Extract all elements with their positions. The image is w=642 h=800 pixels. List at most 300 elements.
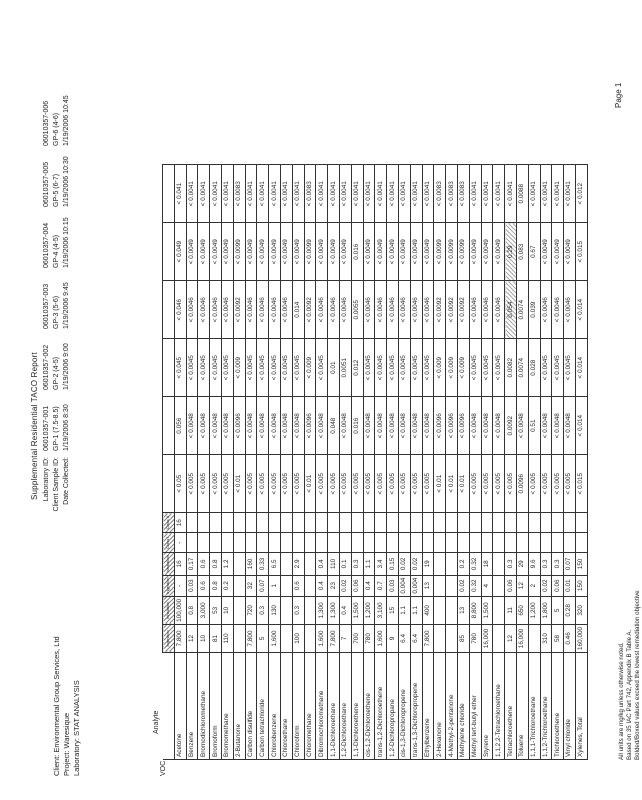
- criteria-cell: 780: [469, 624, 481, 652]
- result-cell: 0.039: [528, 281, 540, 339]
- result-cell: 0.67: [528, 223, 540, 281]
- criteria-cell: 320: [575, 596, 587, 624]
- criteria-cell: 0.8: [186, 596, 198, 624]
- criteria-cell: 310: [540, 624, 552, 652]
- result-cell: < 0.0049: [552, 223, 564, 281]
- result-cell: < 0.0049: [422, 223, 434, 281]
- result-cell: < 0.0041: [363, 165, 375, 223]
- analyte-cell: 1,2-Dichloroethane: [339, 653, 351, 760]
- criteria-cell: 110: [328, 553, 340, 575]
- result-cell: < 0.0045: [292, 339, 304, 397]
- criteria-cell: 0.2: [457, 553, 469, 575]
- result-cell: < 0.0045: [280, 339, 292, 397]
- result-cell: < 0.0041: [528, 165, 540, 223]
- header-value: GP-2 (4-5): [53, 356, 60, 390]
- table-row: [174, 165, 186, 760]
- result-cell: < 0.014: [575, 397, 587, 455]
- analyte-cell: Methylene chloride: [457, 653, 469, 760]
- result-cell: < 0.0041: [269, 165, 281, 223]
- table-row: [434, 165, 446, 760]
- result-cell: < 0.0083: [434, 165, 446, 223]
- result-cell: < 0.0048: [469, 397, 481, 455]
- table-row: [446, 165, 458, 760]
- criteria-cell: 0.07: [564, 553, 576, 575]
- criteria-cell: 6.4: [398, 624, 410, 652]
- criteria-cell: 0.6: [198, 575, 210, 596]
- result-cell: < 0.0041: [564, 165, 576, 223]
- table-row: [387, 165, 399, 760]
- criteria-cell: [516, 513, 528, 533]
- result-cell: 0.012: [351, 339, 363, 397]
- criteria-cell: [387, 513, 399, 533]
- result-cell: < 0.005: [540, 455, 552, 513]
- header-label: Laboratory ID:: [43, 457, 50, 502]
- criteria-cell: 0.01: [564, 575, 576, 596]
- criteria-cell: [280, 513, 292, 533]
- criteria-cell: 2: [528, 575, 540, 596]
- criteria-cell: 12: [505, 624, 517, 652]
- criteria-cell: 11: [505, 596, 517, 624]
- result-cell: < 0.0041: [493, 165, 505, 223]
- criteria-cell: [516, 533, 528, 553]
- analyte-cell: Toluene: [516, 653, 528, 760]
- result-cell: < 0.0041: [328, 165, 340, 223]
- criteria-cell: [233, 513, 245, 533]
- criteria-cell: [469, 513, 481, 533]
- result-cell: < 0.0048: [363, 397, 375, 455]
- criteria-cell: [233, 575, 245, 596]
- criteria-cell: 8,800: [469, 596, 481, 624]
- criteria-cell: [552, 533, 564, 553]
- result-cell: 0.028: [528, 339, 540, 397]
- criteria-cell: 53: [210, 596, 222, 624]
- analyte-cell: 4-Methyl-2-pentanone: [446, 653, 458, 760]
- result-cell: < 0.0046: [210, 281, 222, 339]
- criteria-cell: [316, 513, 328, 533]
- criteria-cell: [280, 533, 292, 553]
- criteria-cell: [375, 533, 387, 553]
- result-cell: < 0.0045: [269, 339, 281, 397]
- result-cell: 0.0092: [505, 397, 517, 455]
- table-row: [280, 165, 292, 760]
- result-cell: < 0.0049: [493, 223, 505, 281]
- client-line: Client: Environmental Group Services, Ltd: [52, 636, 61, 776]
- analyte-cell: Chlorobenzene: [269, 653, 281, 760]
- table-row: [469, 165, 481, 760]
- result-cell: < 0.005: [387, 455, 399, 513]
- result-cell: < 0.0049: [564, 223, 576, 281]
- criteria-cell: 0.4: [316, 575, 328, 596]
- result-cell: < 0.0096: [434, 397, 446, 455]
- result-cell: < 0.012: [575, 165, 587, 223]
- table-row: [328, 165, 340, 760]
- criteria-cell: 2.9: [292, 553, 304, 575]
- table-row: [422, 165, 434, 760]
- section-label: VOC: [160, 760, 167, 776]
- result-cell: < 0.005: [481, 455, 493, 513]
- criteria-cell: [552, 513, 564, 533]
- result-cell: < 0.0041: [540, 165, 552, 223]
- result-cell: < 0.0041: [398, 165, 410, 223]
- criteria-cell: [257, 533, 269, 553]
- result-cell: 0.014: [292, 281, 304, 339]
- criteria-cell: [304, 553, 316, 575]
- criteria-cell: [446, 513, 458, 533]
- criteria-cell: 6.5: [269, 553, 281, 575]
- result-cell: < 0.0045: [198, 339, 210, 397]
- header-value: 1/19/2006 10:30: [63, 156, 70, 207]
- header-label: Client Sample ID:: [53, 457, 60, 512]
- criteria-cell: 10: [198, 624, 210, 652]
- header-value: 1/19/2006 9:00: [63, 343, 70, 390]
- analyte-header: Analyte: [153, 710, 160, 734]
- criteria-cell: 6.4: [410, 624, 422, 652]
- criteria-cell: 0.02: [398, 553, 410, 575]
- criteria-cell: [351, 533, 363, 553]
- table-row: [564, 165, 576, 760]
- criteria-cell: 0.6: [292, 575, 304, 596]
- criteria-cell: [434, 533, 446, 553]
- analyte-cell: Bromodichloromethane: [198, 653, 210, 760]
- result-cell: < 0.0049: [540, 223, 552, 281]
- criteria-cell: 1,200: [528, 596, 540, 624]
- result-cell: < 0.0048: [221, 397, 233, 455]
- criteria-cell: [210, 513, 222, 533]
- criteria-cell: 1.1: [410, 596, 422, 624]
- result-cell: < 0.0049: [481, 223, 493, 281]
- result-cell: < 0.0045: [221, 339, 233, 397]
- table-row: [398, 165, 410, 760]
- table-row: [233, 165, 245, 760]
- analyte-cell: Carbon tetrachloride: [257, 653, 269, 760]
- criteria-cell: 12: [186, 624, 198, 652]
- result-cell: < 0.0041: [410, 165, 422, 223]
- criteria-cell: 0.28: [564, 596, 576, 624]
- criteria-header: Ingestion: [163, 624, 175, 652]
- result-cell: < 0.01: [233, 455, 245, 513]
- criteria-cell: 160,000: [575, 624, 587, 652]
- result-cell: < 0.005: [493, 455, 505, 513]
- analyte-cell: Chloromethane: [304, 653, 316, 760]
- analyte-cell: trans-1,2-Dichloroethene: [375, 653, 387, 760]
- result-cell: < 0.0041: [245, 165, 257, 223]
- header-value: GP-5 (6-7): [53, 173, 60, 207]
- result-cell: < 0.0049: [186, 223, 198, 281]
- result-cell: < 0.0045: [469, 339, 481, 397]
- result-cell: < 0.0046: [422, 281, 434, 339]
- criteria-cell: [493, 575, 505, 596]
- criteria-cell: [446, 575, 458, 596]
- table-row: [186, 165, 198, 760]
- table-row: [552, 165, 564, 760]
- criteria-cell: 1.1: [398, 596, 410, 624]
- criteria-header: Class II: [163, 513, 175, 533]
- table-row: [493, 165, 505, 760]
- result-cell: < 0.01: [304, 455, 316, 513]
- result-cell: < 0.0046: [398, 281, 410, 339]
- header-row: [62, 85, 72, 555]
- criteria-cell: [198, 513, 210, 533]
- header-cell: [163, 281, 175, 339]
- header-value: GP-3 (5-6): [53, 295, 60, 329]
- criteria-cell: 1,500: [351, 596, 363, 624]
- result-cell: 0.29: [505, 223, 517, 281]
- result-cell: < 0.0046: [363, 281, 375, 339]
- criteria-cell: [398, 533, 410, 553]
- result-cell: < 0.0048: [210, 397, 222, 455]
- criteria-cell: [493, 533, 505, 553]
- result-cell: 0.0074: [516, 281, 528, 339]
- criteria-cell: 13: [457, 596, 469, 624]
- criteria-cell: 130: [269, 596, 281, 624]
- analyte-cell: Benzene: [186, 653, 198, 760]
- result-cell: < 0.0046: [552, 281, 564, 339]
- result-cell: < 0.0041: [210, 165, 222, 223]
- criteria-cell: [434, 553, 446, 575]
- result-cell: < 0.0092: [434, 281, 446, 339]
- criteria-cell: [434, 624, 446, 652]
- result-cell: < 0.0046: [328, 281, 340, 339]
- criteria-cell: 12: [516, 575, 528, 596]
- result-cell: < 0.0049: [375, 223, 387, 281]
- criteria-cell: [575, 533, 587, 553]
- result-cell: 0.0082: [505, 339, 517, 397]
- criteria-cell: [493, 553, 505, 575]
- result-cell: < 0.0096: [233, 397, 245, 455]
- result-cell: < 0.0041: [221, 165, 233, 223]
- criteria-cell: 400: [422, 596, 434, 624]
- result-cell: < 0.0046: [269, 281, 281, 339]
- result-cell: 0.048: [328, 397, 340, 455]
- result-cell: < 0.005: [292, 455, 304, 513]
- result-cell: 0.0051: [339, 339, 351, 397]
- result-cell: 0.01: [328, 339, 340, 397]
- result-cell: < 0.0049: [398, 223, 410, 281]
- criteria-cell: 0.8: [210, 553, 222, 575]
- header-value: 1/19/2006 8:30: [63, 404, 70, 451]
- result-cell: < 0.0046: [540, 281, 552, 339]
- result-cell: 0.0096: [516, 455, 528, 513]
- header-cell: [163, 339, 175, 397]
- criteria-cell: [233, 596, 245, 624]
- result-cell: < 0.0041: [292, 165, 304, 223]
- footnote: Based on 35 IAC Part 742, Appendix B Table A.: [626, 629, 633, 760]
- analyte-cell: 1,1-Dichloroethene: [351, 653, 363, 760]
- criteria-cell: 0.7: [375, 575, 387, 596]
- result-cell: < 0.0049: [245, 223, 257, 281]
- criteria-cell: 85: [457, 624, 469, 652]
- table-row: [505, 165, 517, 760]
- analyte-cell: 1,1,2-Trichloroethane: [540, 653, 552, 760]
- criteria-cell: 650: [516, 596, 528, 624]
- analyte-cell: Tetrachloroethene: [505, 653, 517, 760]
- analyte-cell: Styrene: [481, 653, 493, 760]
- criteria-cell: [363, 533, 375, 553]
- criteria-cell: 1,600: [269, 624, 281, 652]
- criteria-cell: 0.15: [387, 553, 399, 575]
- result-cell: < 0.0083: [304, 165, 316, 223]
- criteria-cell: [469, 533, 481, 553]
- result-cell: < 0.0045: [186, 339, 198, 397]
- criteria-cell: [446, 624, 458, 652]
- table-row: [245, 165, 257, 760]
- criteria-cell: 0.06: [351, 575, 363, 596]
- result-cell: < 0.0048: [481, 397, 493, 455]
- result-cell: < 0.0049: [280, 223, 292, 281]
- criteria-cell: [422, 513, 434, 533]
- criteria-cell: 0.06: [552, 575, 564, 596]
- criteria-cell: [505, 533, 517, 553]
- result-cell: 0.016: [351, 397, 363, 455]
- criteria-cell: [564, 513, 576, 533]
- result-cell: < 0.0048: [316, 397, 328, 455]
- criteria-cell: [375, 513, 387, 533]
- criteria-cell: 1,600: [375, 624, 387, 652]
- result-cell: < 0.015: [575, 455, 587, 513]
- table-row: [304, 165, 316, 760]
- analyte-cell: trans-1,3-Dichloropropene: [410, 653, 422, 760]
- table-row: [257, 165, 269, 760]
- result-cell: < 0.0046: [493, 281, 505, 339]
- result-cell: < 0.0041: [257, 165, 269, 223]
- criteria-cell: 100: [292, 624, 304, 652]
- criteria-cell: 5: [552, 596, 564, 624]
- criteria-cell: 23: [328, 575, 340, 596]
- criteria-cell: 9.6: [528, 553, 540, 575]
- criteria-cell: 0.02: [339, 575, 351, 596]
- result-cell: < 0.005: [316, 455, 328, 513]
- criteria-cell: 16,000: [516, 624, 528, 652]
- criteria-cell: [304, 596, 316, 624]
- criteria-cell: 58: [552, 624, 564, 652]
- analyte-cell: 1,1,1-Trichloroethane: [528, 653, 540, 760]
- result-cell: < 0.005: [210, 455, 222, 513]
- result-cell: < 0.0049: [328, 223, 340, 281]
- result-cell: < 0.0083: [457, 165, 469, 223]
- result-cell: < 0.0049: [316, 223, 328, 281]
- result-cell: < 0.0048: [552, 397, 564, 455]
- criteria-cell: 0.3: [292, 596, 304, 624]
- criteria-cell: 0.2: [221, 575, 233, 596]
- criteria-header-row: [163, 165, 175, 760]
- result-cell: < 0.0046: [410, 281, 422, 339]
- result-cell: < 0.0048: [292, 397, 304, 455]
- criteria-cell: [328, 513, 340, 533]
- analyte-cell: Methyl tert-butyl ether: [469, 653, 481, 760]
- criteria-cell: 0.02: [457, 575, 469, 596]
- criteria-cell: [339, 533, 351, 553]
- result-cell: 0.0088: [516, 165, 528, 223]
- criteria-cell: [233, 533, 245, 553]
- result-cell: < 0.0048: [564, 397, 576, 455]
- criteria-cell: 3.4: [375, 553, 387, 575]
- result-cell: < 0.0046: [387, 281, 399, 339]
- criteria-cell: 13: [422, 575, 434, 596]
- meta-block: [52, 636, 82, 776]
- criteria-cell: 1.1: [363, 553, 375, 575]
- table-row: [339, 165, 351, 760]
- criteria-cell: [505, 513, 517, 533]
- result-cell: < 0.0041: [186, 165, 198, 223]
- result-cell: < 0.0046: [481, 281, 493, 339]
- result-cell: < 0.0096: [457, 397, 469, 455]
- criteria-cell: 0.004: [398, 575, 410, 596]
- criteria-cell: 0.3: [257, 596, 269, 624]
- criteria-cell: 0.3: [540, 553, 552, 575]
- criteria-cell: 0.06: [505, 575, 517, 596]
- result-cell: < 0.0041: [422, 165, 434, 223]
- result-cell: < 0.0092: [233, 281, 245, 339]
- criteria-cell: [328, 533, 340, 553]
- header-value: 06010357-001: [43, 405, 50, 451]
- result-cell: < 0.0045: [493, 339, 505, 397]
- result-cell: < 0.0041: [469, 165, 481, 223]
- result-cell: < 0.0046: [257, 281, 269, 339]
- result-cell: < 0.0048: [269, 397, 281, 455]
- criteria-cell: [398, 513, 410, 533]
- criteria-cell: 110: [221, 624, 233, 652]
- result-cell: < 0.0046: [245, 281, 257, 339]
- criteria-cell: 16: [174, 553, 186, 575]
- header-cell: [163, 165, 175, 223]
- criteria-cell: [481, 533, 493, 553]
- criteria-cell: [528, 624, 540, 652]
- result-cell: 0.0055: [351, 281, 363, 339]
- report-title: Supplemental Residential TACO Report: [30, 352, 39, 500]
- header-value: 1/19/2006 9:45: [63, 282, 70, 329]
- criteria-cell: 3,000: [198, 596, 210, 624]
- result-cell: < 0.041: [174, 165, 186, 223]
- result-cell: < 0.01: [457, 455, 469, 513]
- criteria-cell: [434, 575, 446, 596]
- result-cell: < 0.0046: [564, 281, 576, 339]
- result-cell: < 0.01: [446, 455, 458, 513]
- result-cell: < 0.0041: [375, 165, 387, 223]
- criteria-cell: [446, 596, 458, 624]
- result-cell: < 0.0048: [339, 397, 351, 455]
- criteria-cell: 0.33: [257, 553, 269, 575]
- result-cell: < 0.0045: [363, 339, 375, 397]
- result-cell: < 0.009: [233, 339, 245, 397]
- result-cell: < 0.0045: [422, 339, 434, 397]
- result-cell: < 0.0045: [257, 339, 269, 397]
- criteria-cell: 4: [481, 575, 493, 596]
- criteria-cell: [528, 513, 540, 533]
- criteria-cell: [540, 533, 552, 553]
- criteria-cell: [493, 513, 505, 533]
- result-cell: < 0.005: [528, 455, 540, 513]
- result-cell: < 0.0046: [198, 281, 210, 339]
- footnote: All units are mg/kg unless otherwise noted.: [618, 642, 625, 760]
- result-cell: < 0.0048: [245, 397, 257, 455]
- criteria-cell: 1: [269, 575, 281, 596]
- criteria-cell: 0.4: [363, 575, 375, 596]
- criteria-cell: [575, 513, 587, 533]
- result-cell: < 0.0041: [316, 165, 328, 223]
- result-cell: < 0.01: [434, 455, 446, 513]
- criteria-cell: [363, 513, 375, 533]
- table-row: [528, 165, 540, 760]
- header-value: 06010357-003: [43, 283, 50, 329]
- criteria-cell: [245, 513, 257, 533]
- analyte-cell: Chloroform: [292, 653, 304, 760]
- criteria-cell: 150: [575, 575, 587, 596]
- result-cell: < 0.0045: [540, 339, 552, 397]
- header-cell: [163, 653, 175, 760]
- criteria-cell: [351, 513, 363, 533]
- footnotes: [618, 590, 642, 760]
- result-cell: < 0.0046: [316, 281, 328, 339]
